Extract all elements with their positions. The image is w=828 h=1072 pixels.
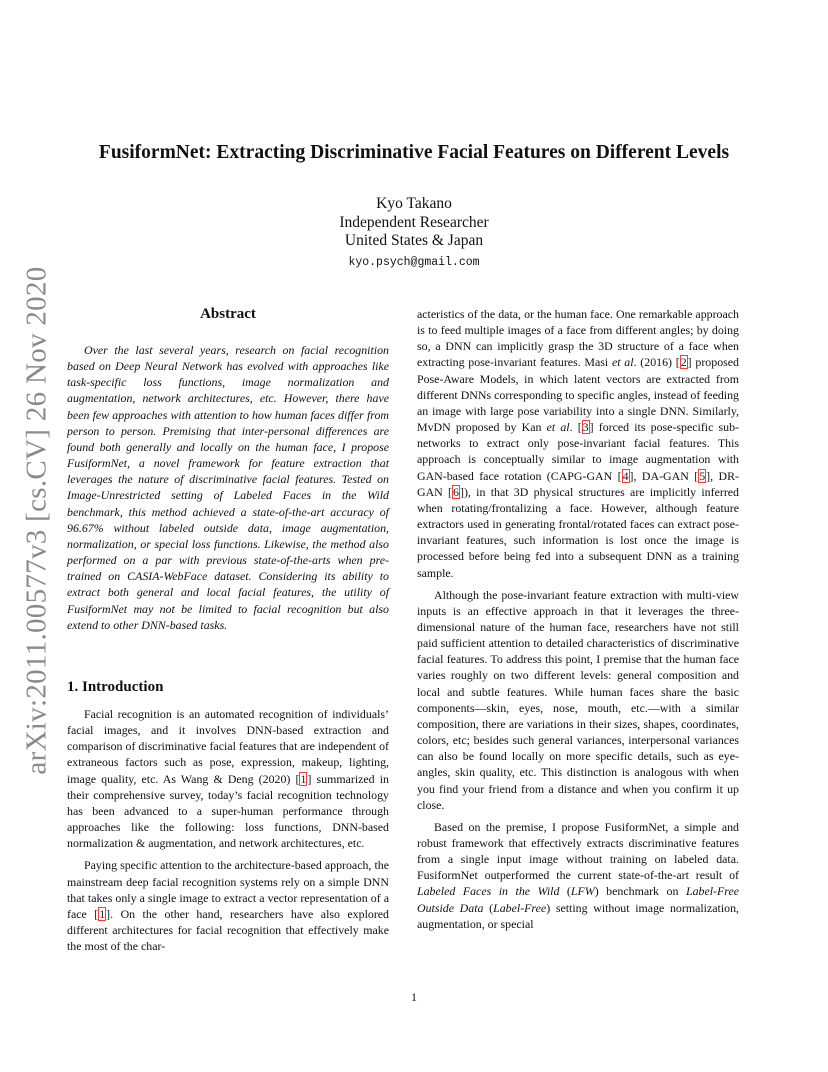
citation-link-5: [5]: [694, 468, 711, 483]
introduction-left-column: [67, 706, 389, 954]
author-affiliation: Independent Researcher: [339, 213, 489, 231]
intro-paragraph-4: Based on the premise, I propose FusiformNet, a simple and robust framework that effectively extracts discriminative features from a single input image without training on labeled data. FusiformNet outperformed the current state-of-the-art result of Labeled Faces in the Wild (LFW) benchmark on Label-Free Outside Data (Label-Free) setting without image normalization, augmentation, or special: [417, 819, 740, 931]
intro-paragraph-1: Facial recognition is an automated recognition of individuals’ facial images, and it involves DNN-based extraction and comparison of discriminative facial features that are independent of extraneous factors such as pose, expression, makeup, lighting, image quality, etc. As Wang & Deng (2020) [1] summarized in their comprehensive survey, today’s facial recognition technology has been advanced to a super-human performance through approaches like the following: loss functions, DNN-based normalization & augmentation, and network architectures, etc.: [67, 707, 389, 851]
paper-title: FusiformNet: Extracting Discriminative Facial Features on Different Levels: [98, 142, 730, 163]
arxiv-identifier[interactable]: arXiv:2011.00577v3 [cs.CV] 26 Nov 2020: [20, 265, 53, 775]
author-email[interactable]: kyo.psych@gmail.com: [348, 255, 480, 269]
abstract-text: Over the last several years, research on facial recognition based on Deep Neural Network has evolved with approaches like task-specific loss functions, image normalization and augmentation, network architectures, etc. However, there have been few approaches with attention to how human faces differ from person to person. Premising that inter-personal differences are found both generally and locally on the human face, I propose FusiformNet, a novel framework for feature extraction that leverages the nature of discriminative facial features. Tested on Image-Unrestricted setting of Labeled Faces in the Wild benchmark, this method achieved a state-of-the-art accuracy of 96.67% without labeled outside data, image augmentation, normalization, or special loss functions. Likewise, the method also performed on a par with previous state-of-the-arts when pre-trained on CASIA-WebFace dataset. Considering its ability to extract both general and local facial features, the utility of FusiformNet may not be limited to facial recognition but also extend to other DNN-based tasks.: [67, 343, 389, 632]
citation-link-4: [4]: [617, 468, 634, 483]
author-location: United States & Japan: [344, 232, 484, 249]
introduction-right-column: [417, 306, 739, 932]
page-number: 1: [411, 990, 417, 1004]
intro-paragraph-2-cont: acteristics of the data, or the human face. One remarkable approach is to feed multiple images of a face from different angles; by doing so, a DNN can implicitly grasp the 3D structure of a face when extracting pose-invariant features. Masi et al. (2016) [2] proposed Pose-Aware Models, in which latent vectors are extracted from different DNNs corresponding to specific angles, instead of feeding an image with large pose variability into a single DNN. Similarly, MvDN proposed by Kan et al. [3] forced its pose-specific sub-networks to extract only pose-invariant facial features. This approach is conceptually similar to image augmentation with GAN-based face rotation (CAPG-GAN [4], DA-GAN [5], DR-GAN [6]), in that 3D physical structures are implicitly inferred when rotating/frontalizing a face. However, although feature extractors used in generating frontal/rotated faces can extract pose-invariant features, such information is lost once the image is processed before being fed into a subsequent DNN as a training sample.: [417, 307, 739, 580]
citation-link-6: [6]: [448, 484, 464, 499]
intro-paragraph-2-start: Paying specific attention to the architecture-based approach, the mainstream deep facial recognition systems rely on a simple DNN that takes only a single image to extract a vector representation of a face [1]. On the other hand, researchers have also explored different architectures for facial recognition that effectively make the most of the char-: [67, 858, 389, 954]
citation-link-2: [2]: [675, 355, 692, 370]
citation-link-1: [1]: [295, 771, 312, 786]
author-name: Kyo Takano: [376, 195, 452, 212]
abstract-body: [67, 342, 389, 633]
intro-paragraph-3: Although the pose-invariant feature extraction with multi-view inputs is an effective approach in that it leverages the three-dimensional nature of the human face, researchers have not still paid sufficient attention to detailed characteristics of discriminative facial features. To address this point, I premise that the human face varies roughly on two different levels: general composition and local and subtle features. While human faces share the basic components—skin, eyes, nose, mouth, etc.—with a similar composition, there are variations in their sizes, shapes, coordinates, colors, etc; besides such general variances, interpersonal variances can also be found locally on more specific details, such as eye-angles, skin quality, etc. This distinction is analogous with when you find your friend from a distance and when you confirm it up close.: [417, 587, 739, 812]
arxiv-identifier-stamp: [20, 265, 54, 775]
citation-link-3: [3]: [577, 420, 594, 435]
author-block: [214, 195, 614, 271]
section-heading-introduction: 1. Introduction: [67, 679, 164, 695]
abstract-heading: Abstract: [200, 306, 256, 322]
citation-link-1b: [1]: [94, 906, 111, 921]
